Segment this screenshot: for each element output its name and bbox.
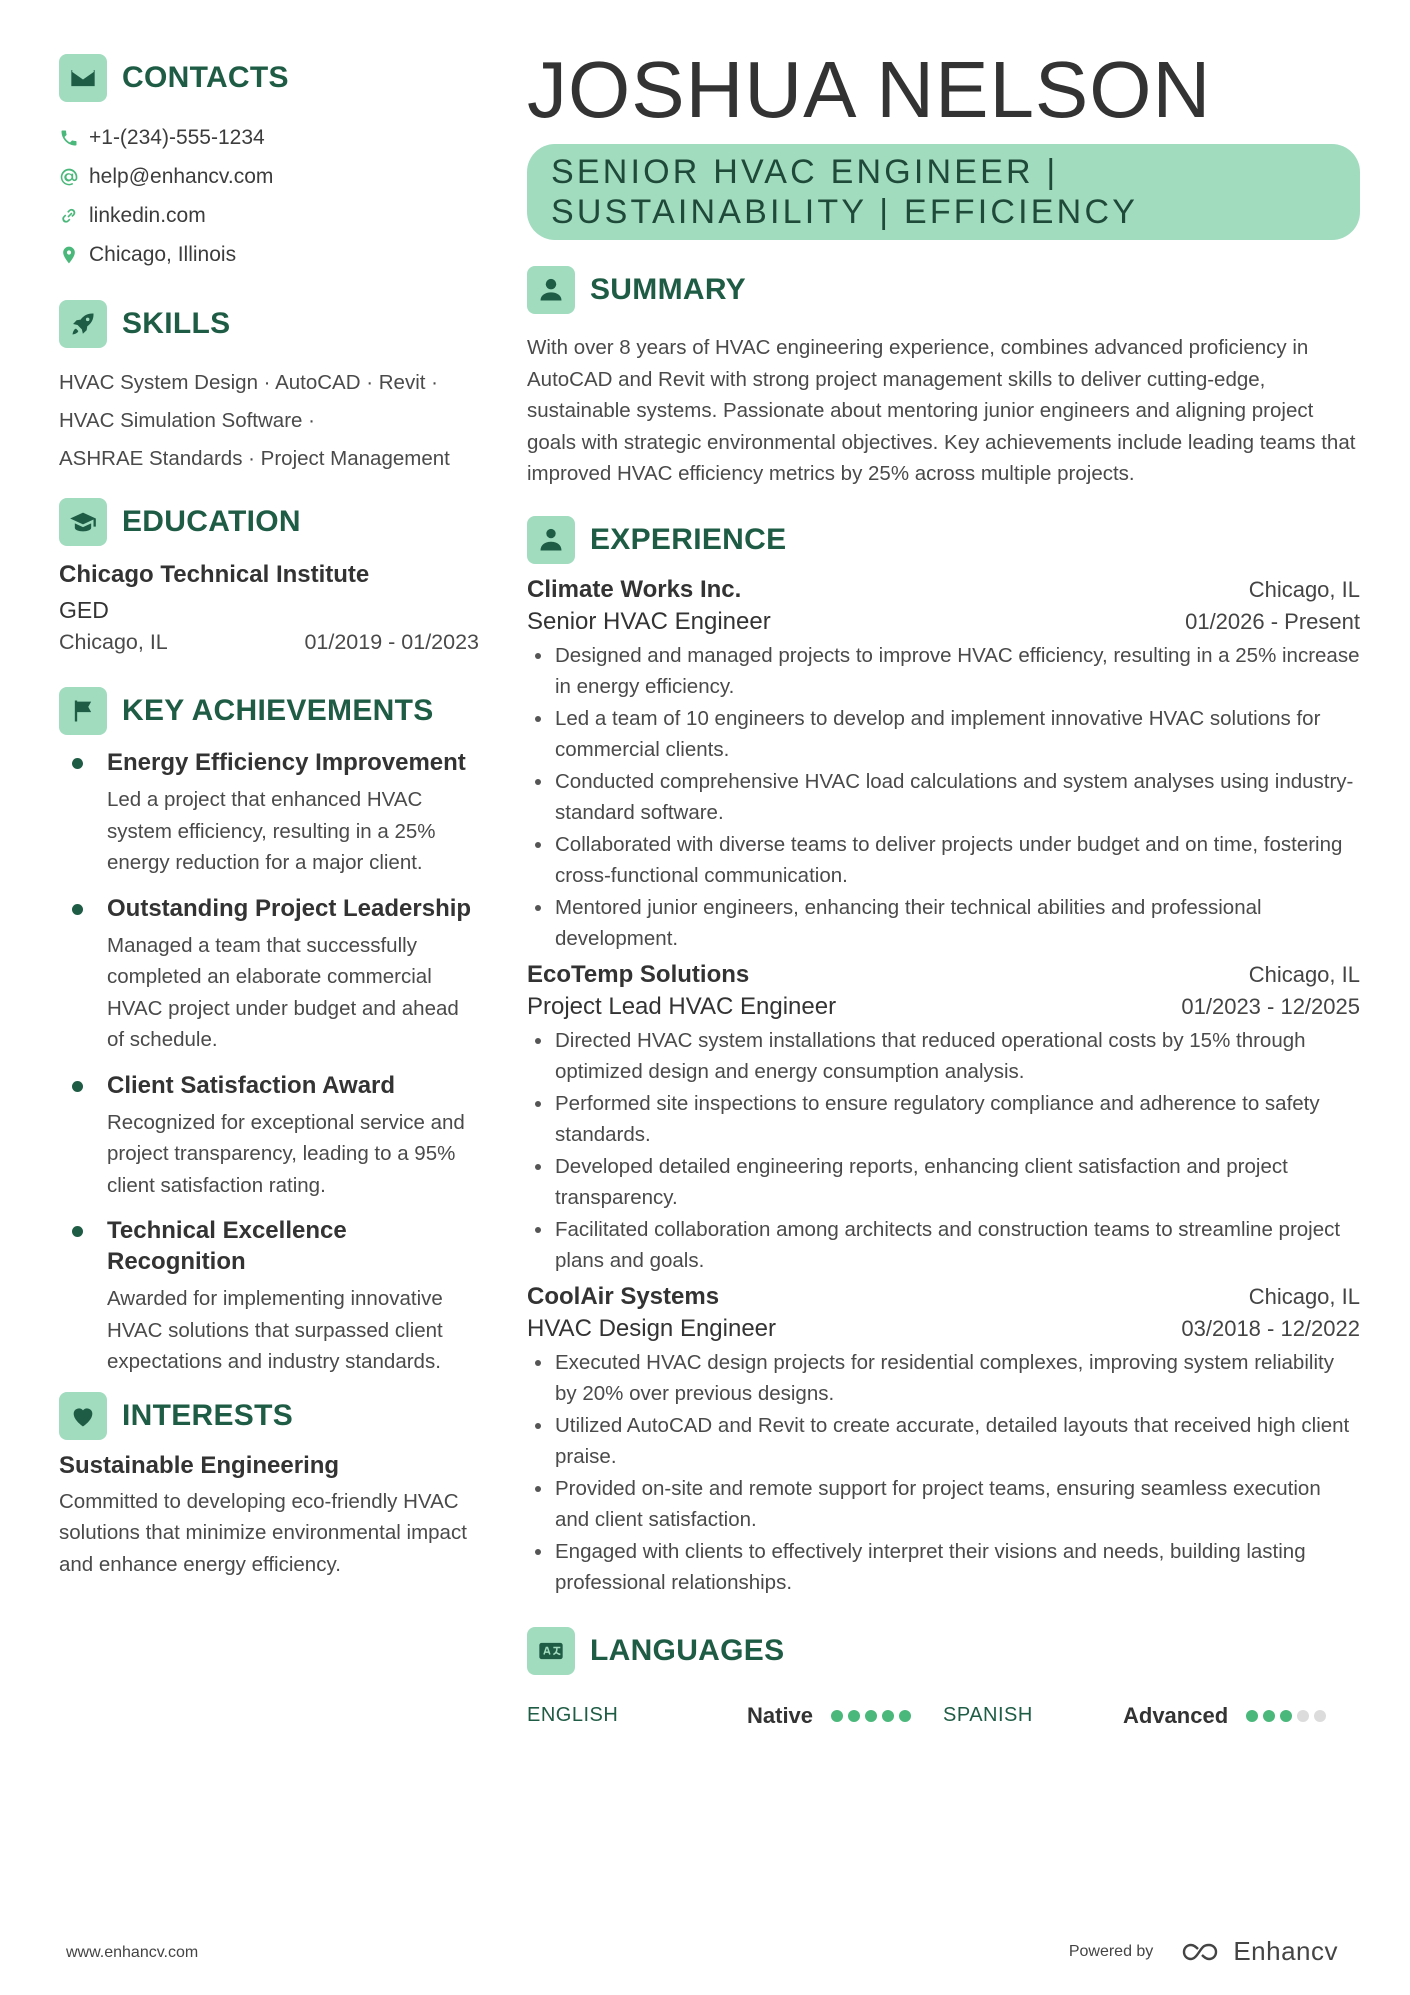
rating-dot-filled — [1246, 1710, 1258, 1722]
job-bullet: Performed site inspections to ensure regulatory compliance and adherence to safety standards. — [527, 1088, 1360, 1151]
bullet-dot — [72, 758, 83, 769]
interest-title: Sustainable Engineering — [59, 1451, 340, 1479]
interests-header — [59, 1392, 479, 1440]
skills-line: HVAC System Design · AutoCAD · Revit · — [59, 371, 438, 394]
job-header — [527, 961, 1360, 989]
language-name: ENGLISH — [527, 1704, 619, 1726]
job-bullet: Directed HVAC system installations that reduced operational costs by 15% through optimized design and energy consumption analysis. — [527, 1025, 1360, 1088]
section-title: SKILLS — [122, 307, 231, 340]
section-title: LANGUAGES — [590, 1633, 785, 1667]
section-title: CONTACTS — [122, 61, 289, 94]
job-bullets — [527, 1347, 1360, 1599]
section-title: KEY ACHIEVEMENTS — [122, 694, 434, 727]
rating-dot-empty — [1297, 1710, 1309, 1722]
contacts-header — [59, 54, 479, 102]
rating-dot-empty — [1314, 1710, 1326, 1722]
job-dates: 01/2026 - Present — [1185, 608, 1360, 634]
achievement-title: Energy Efficiency Improvement — [107, 749, 466, 776]
section-title: EXPERIENCE — [590, 522, 787, 556]
rating-dot-filled — [1280, 1710, 1292, 1722]
contact-linkedin[interactable] — [59, 196, 479, 235]
achievement-desc: Led a project that enhanced HVAC system efficiency, resulting in a 25% energy reduction for a major client. — [107, 788, 436, 874]
interest-desc: Committed to developing eco-friendly HVAC solutions that minimize environmental impact and enhance energy efficiency. — [59, 1489, 467, 1576]
footer-website[interactable]: www.enhancv.com — [66, 1944, 199, 1961]
education-degree: GED — [59, 597, 109, 623]
job-dates: 03/2018 - 12/2022 — [1181, 1315, 1360, 1341]
language-item — [943, 1703, 1326, 1729]
section-title: SUMMARY — [590, 273, 746, 306]
rating-dot-filled — [1263, 1710, 1275, 1722]
job-entry — [527, 961, 1360, 1277]
rating-dots — [1246, 1710, 1326, 1722]
achievement-desc: Recognized for exceptional service and project transparency, leading to a 95% client satisfaction rating. — [107, 1110, 465, 1197]
education-header — [59, 498, 479, 546]
job-subheader — [527, 1315, 1360, 1343]
job-role: Project Lead HVAC Engineer — [527, 992, 837, 1020]
phone-text: +1-(234)-555-1234 — [89, 125, 265, 149]
job-bullet: Conducted comprehensive HVAC load calculations and system analyses using industry-standard software. — [527, 766, 1360, 829]
skills-line: HVAC Simulation Software · — [59, 409, 315, 432]
job-role: HVAC Design Engineer — [527, 1314, 777, 1342]
location-text: Chicago, Illinois — [89, 242, 237, 266]
rating-dot-filled — [831, 1710, 843, 1722]
job-entry — [527, 576, 1360, 955]
job-company: Climate Works Inc. — [527, 575, 742, 603]
right-column — [527, 45, 1360, 1729]
job-entry — [527, 1283, 1360, 1599]
job-location: Chicago, IL — [1248, 1283, 1360, 1309]
job-location: Chicago, IL — [1248, 576, 1360, 602]
job-bullet: Designed and managed projects to improve HVAC efficiency, resulting in a 25% increase in energy efficiency. — [527, 640, 1360, 703]
education-dates: 01/2019 - 01/2023 — [304, 630, 479, 654]
job-bullet: Utilized AutoCAD and Revit to create accurate, detailed layouts that received high client praise. — [527, 1410, 1360, 1473]
contact-list — [59, 118, 479, 274]
achievement-item — [59, 1215, 479, 1378]
contact-phone[interactable] — [59, 118, 479, 157]
heart-icon — [59, 1392, 107, 1440]
rating-dot-filled — [899, 1710, 911, 1722]
job-bullets — [527, 1025, 1360, 1277]
language-name: SPANISH — [943, 1704, 1033, 1726]
job-bullet: Collaborated with diverse teams to deliver projects under budget and on time, fostering cross-functional communication. — [527, 829, 1360, 892]
rating-dot-filled — [882, 1710, 894, 1722]
left-column — [59, 54, 479, 1580]
job-bullet: Provided on-site and remote support for project teams, ensuring seamless execution and client satisfaction. — [527, 1473, 1360, 1536]
education-school: Chicago Technical Institute — [59, 561, 370, 588]
summary-header — [527, 266, 1360, 314]
achievement-desc: Managed a team that successfully completed an elaborate commercial HVAC project under budget and ahead of schedule. — [107, 933, 459, 1051]
contact-location — [59, 235, 479, 274]
summary-text: With over 8 years of HVAC engineering experience, combines advanced proficiency in AutoCAD and Revit with strong project management skills to deliver cutting-edge, sustainable systems. Passionate about mentoring junior engineers and aligning project goals with strategic environmental objectives. Key achievements include leading teams that improved HVAC efficiency metrics by 25% across multiple projects. — [527, 336, 1356, 485]
envelope-icon — [59, 54, 107, 102]
job-bullet: Mentored junior engineers, enhancing their technical abilities and professional development. — [527, 892, 1360, 955]
infinity-logo-icon — [1179, 1939, 1225, 1965]
job-bullet: Developed detailed engineering reports, enhancing client satisfaction and project transparency. — [527, 1151, 1360, 1214]
job-location: Chicago, IL — [1248, 961, 1360, 987]
bullet-dot — [72, 904, 83, 915]
job-bullet: Executed HVAC design projects for residential complexes, improving system reliability by 20% over previous designs. — [527, 1347, 1360, 1410]
job-dates: 01/2023 - 12/2025 — [1181, 993, 1360, 1019]
achievement-title: Technical Excellence Recognition — [107, 1217, 347, 1275]
achievement-title: Client Satisfaction Award — [107, 1071, 396, 1099]
headline-line: SENIOR HVAC ENGINEER | — [551, 153, 1059, 191]
language-item — [527, 1703, 943, 1729]
achievements-list — [59, 747, 479, 1378]
rating-dot-filled — [848, 1710, 860, 1722]
phone-icon — [59, 128, 89, 148]
enhancv-logo[interactable] — [1179, 1936, 1338, 1967]
experience-header — [527, 516, 1360, 564]
languages-row — [527, 1703, 1360, 1729]
link-icon — [59, 206, 89, 226]
skills-header — [59, 300, 479, 348]
translate-icon — [527, 1627, 575, 1675]
section-title: EDUCATION — [122, 505, 301, 538]
skills-line: ASHRAE Standards · Project Management — [59, 447, 450, 470]
headline-line: SUSTAINABILITY | EFFICIENCY — [551, 193, 1139, 231]
achievement-item — [59, 1070, 479, 1202]
education-location: Chicago, IL — [59, 630, 168, 654]
job-header — [527, 576, 1360, 604]
contact-email[interactable] — [59, 157, 479, 196]
achievement-desc: Awarded for implementing innovative HVAC solutions that surpassed client expectations and industry standards. — [107, 1287, 443, 1373]
bullet-dot — [72, 1081, 83, 1092]
achievements-header — [59, 687, 479, 735]
candidate-name: JOSHUA NELSON — [527, 45, 1212, 134]
brand-name: Enhancv — [1233, 1936, 1338, 1966]
languages-header — [527, 1627, 1360, 1675]
job-company: EcoTemp Solutions — [527, 960, 750, 988]
linkedin-text: linkedin.com — [89, 203, 206, 227]
email-text: help@enhancv.com — [89, 164, 274, 188]
job-bullet: Facilitated collaboration among architects and construction teams to streamline project plans and goals. — [527, 1214, 1360, 1277]
language-level: Advanced — [1123, 1702, 1229, 1728]
flag-icon — [59, 687, 107, 735]
rating-dots — [831, 1710, 911, 1722]
job-company: CoolAir Systems — [527, 1282, 720, 1310]
powered-by-text: Powered by — [1068, 1942, 1154, 1960]
achievement-item — [59, 747, 479, 879]
achievement-title: Outstanding Project Leadership — [107, 894, 472, 922]
language-level: Native — [747, 1702, 814, 1728]
at-icon — [59, 167, 89, 187]
rating-dot-filled — [865, 1710, 877, 1722]
job-bullet: Led a team of 10 engineers to develop and implement innovative HVAC solutions for commercial clients. — [527, 703, 1360, 766]
graduation-cap-icon — [59, 498, 107, 546]
job-bullets — [527, 640, 1360, 955]
job-subheader — [527, 608, 1360, 636]
skills-list — [59, 364, 479, 478]
person-icon — [527, 266, 575, 314]
job-role: Senior HVAC Engineer — [527, 607, 771, 635]
person-tie-icon — [527, 516, 575, 564]
map-pin-icon — [59, 245, 89, 265]
bullet-dot — [72, 1226, 83, 1237]
footer-branding — [1069, 1936, 1338, 1967]
job-subheader — [527, 993, 1360, 1021]
achievement-item — [59, 893, 479, 1056]
job-bullet: Engaged with clients to effectively interpret their visions and needs, building lasting professional relationships. — [527, 1536, 1360, 1599]
education-meta — [59, 630, 479, 655]
job-header — [527, 1283, 1360, 1311]
headline-box — [527, 144, 1360, 240]
rocket-icon — [59, 300, 107, 348]
section-title: INTERESTS — [122, 1398, 294, 1432]
